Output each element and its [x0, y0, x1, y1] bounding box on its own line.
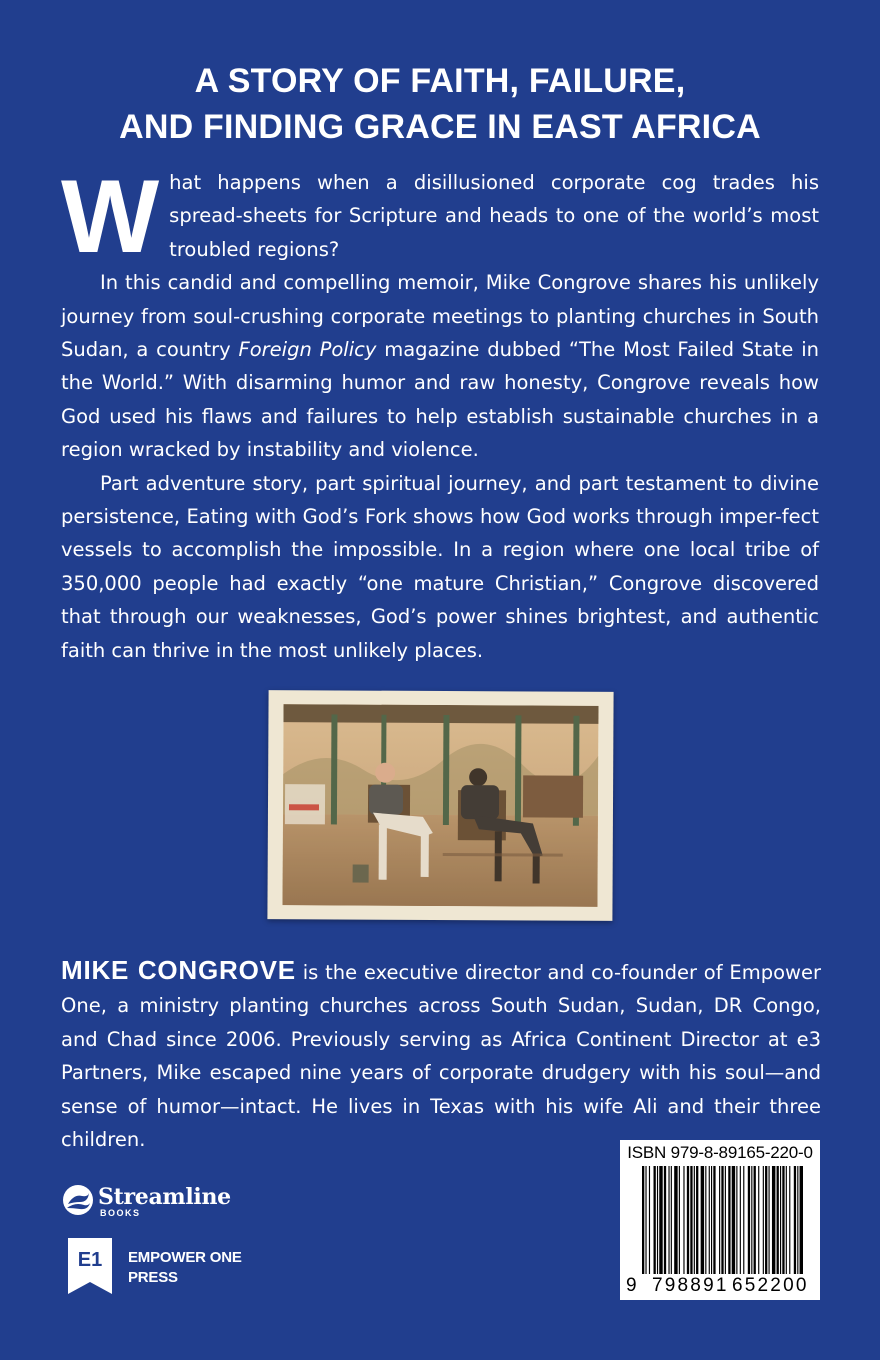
barcode-bar [711, 1166, 712, 1274]
headline-line-2: AND FINDING GRACE IN EAST AFRICA [119, 108, 761, 146]
description-paragraph-2-end: magazine dubbed “The Most Failed State in the World.” With disarming humor and raw honesty, Congrove reveals how God used his flaws and failures to help establish sustainable churches in a region wracked by instability and violence. [61, 338, 819, 462]
barcode-bar [728, 1166, 730, 1274]
barcode-bar [797, 1166, 798, 1274]
barcode-bar [786, 1166, 787, 1274]
barcode-bar [772, 1166, 775, 1274]
barcode-bar [736, 1166, 737, 1274]
barcode-bar [642, 1166, 644, 1274]
barcode-bar [719, 1166, 720, 1274]
description-paragraph-2 [61, 266, 819, 466]
barcode-bar [705, 1166, 706, 1274]
barcode-bar [645, 1166, 646, 1274]
empower-icon-text: E1 [77, 1249, 103, 1271]
empower-line-2: PRESS [128, 1269, 178, 1286]
barcode-bar [754, 1166, 756, 1274]
barcode-bar [743, 1166, 744, 1274]
barcode-bar [782, 1166, 784, 1274]
streamline-name: Streamline [98, 1184, 231, 1210]
barcode-bar [800, 1166, 803, 1274]
description-paragraph-3: Part adventure story, part spiritual journey, and part testament to divine persistence, Eating with God’s Fork shows how God works through imper-fect vessels to accomplish the impossible. In a region where one local tribe of 350,000 people had exactly “one mature Christian,” Congrove discovered that through our weaknesses, God’s power shines brightest, and authentic faith can thrive in the most unlikely places. [61, 471, 819, 662]
book-description [61, 159, 819, 667]
author-bio-text: is the executive director and co-founder of Empower One, a ministry planting churches across South Sudan, Sudan, DR Congo, and Chad since 2006. Previously serving as Africa Continent Director at e3 Partners, Mike escaped nine years of corporate drudgery with his soul—and sense of humor—intact. He lives in Texas with his wife Ali and their three children. [61, 961, 821, 1152]
barcode-bar [765, 1166, 767, 1274]
barcode-bar [725, 1166, 726, 1274]
barcode-bar [709, 1166, 710, 1274]
barcode-bar [794, 1166, 796, 1274]
barcode-bar [679, 1166, 680, 1274]
streamline-books-logo [62, 1184, 242, 1224]
barcode-bar [748, 1166, 750, 1274]
author-photo [267, 690, 613, 921]
empower-one-press-text [128, 1248, 242, 1288]
author-name: MIKE CONGROVE [61, 955, 296, 985]
barcode-bar [687, 1166, 689, 1274]
barcode-bar [664, 1166, 666, 1274]
barcode-bar [671, 1166, 672, 1274]
barcode-bar [721, 1166, 723, 1274]
author-bio-paragraph [61, 954, 821, 1156]
barcode-bar [657, 1166, 658, 1274]
barcode-bars [628, 1166, 812, 1274]
author-photo-image [282, 704, 598, 907]
description-paragraph-1 [61, 159, 819, 275]
description-paragraph-2-start: In this candid and compelling memoir, Mike Congrove shares his unlikely journey from soul-crushing corporate meetings to planting churches in South Sudan, a country [61, 271, 819, 362]
barcode-bar [674, 1166, 677, 1274]
barcode-bar [777, 1166, 779, 1274]
streamline-icon [62, 1184, 94, 1216]
barcode-bar [780, 1166, 781, 1274]
barcode-digit-lead: 9 [626, 1275, 637, 1296]
barcode-bar [758, 1166, 759, 1274]
barcode-bar [690, 1166, 692, 1274]
magazine-title: Foreign Policy [238, 338, 377, 362]
barcode-bar [732, 1166, 735, 1274]
barcode-bar [659, 1166, 662, 1274]
barcode-bar [751, 1166, 752, 1274]
streamline-subtitle: BOOKS [100, 1208, 141, 1218]
barcode-bar [649, 1166, 650, 1274]
drop-cap: W [61, 159, 160, 275]
barcode-bar [789, 1166, 790, 1274]
barcode-bar [694, 1166, 695, 1274]
barcode-bar [668, 1166, 669, 1274]
isbn-number: ISBN 979-8-89165-220-0 [627, 1143, 813, 1162]
barcode-digits-left: 798891 [652, 1275, 729, 1296]
barcode-bar [713, 1166, 715, 1274]
empower-line-1: EMPOWER ONE [128, 1249, 242, 1266]
isbn-barcode [620, 1140, 820, 1300]
barcode-bar [683, 1166, 684, 1274]
empower-one-press-logo [62, 1236, 262, 1296]
barcode-bar [763, 1166, 764, 1274]
barcode-bar [769, 1166, 770, 1274]
description-paragraph-1-text: hat happens when a disillusioned corporate cog trades his spread-sheets for Scripture and heads to one of the world’s most troubled regions? [169, 171, 819, 261]
bookmark-icon [62, 1236, 118, 1296]
headline-line-1: A STORY OF FAITH, FAILURE, [194, 62, 686, 100]
headline [0, 58, 880, 150]
barcode-bar [701, 1166, 704, 1274]
barcode-digits-right: 652200 [732, 1275, 809, 1296]
author-bio [61, 954, 821, 1156]
barcode-bar [696, 1166, 698, 1274]
barcode-bar [654, 1166, 656, 1274]
barcode-bar [740, 1166, 741, 1274]
